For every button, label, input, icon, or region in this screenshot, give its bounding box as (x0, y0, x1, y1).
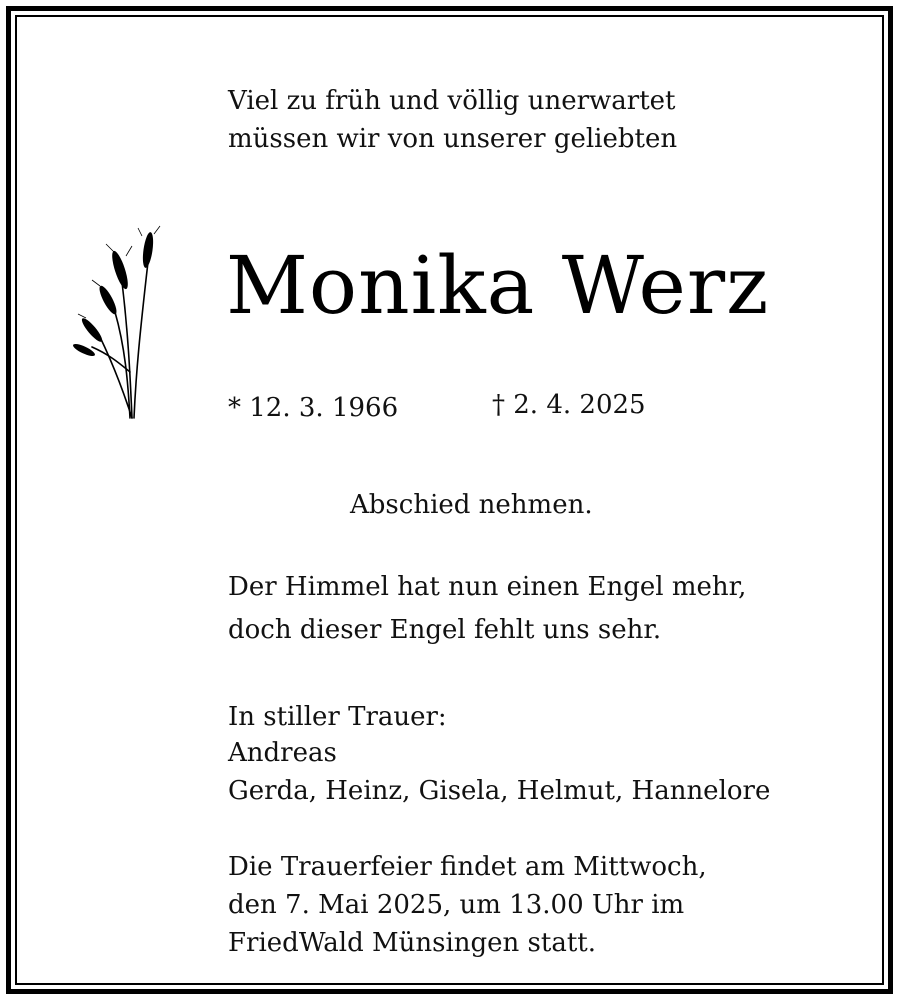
death-date: † 2. 4. 2025 (492, 390, 646, 420)
funeral-line: FriedWald Münsingen statt. (228, 928, 597, 958)
mourner-line: Andreas (228, 738, 337, 768)
verse (228, 566, 746, 652)
deceased-name: Monika Werz (226, 239, 770, 332)
intro-line: Viel zu früh und völlig unerwartet (228, 86, 676, 116)
funeral-line: Die Trauerfeier findet am Mittwoch, (228, 852, 707, 882)
mourners-list (228, 734, 770, 810)
intro-text (228, 82, 677, 158)
funeral-line: den 7. Mai 2025, um 13.00 Uhr im (228, 890, 685, 920)
birth-date: * 12. 3. 1966 (228, 393, 399, 423)
funeral-info (228, 848, 707, 962)
verse-line: Der Himmel hat nun einen Engel mehr, (228, 572, 747, 602)
intro-line: müssen wir von unserer geliebten (228, 124, 678, 154)
mourning-heading: In stiller Trauer: (228, 702, 447, 732)
wheat-icon (70, 222, 170, 422)
farewell-text: Abschied nehmen. (350, 490, 593, 520)
verse-line: doch dieser Engel fehlt uns sehr. (228, 615, 662, 645)
mourner-line: Gerda, Heinz, Gisela, Helmut, Hannelore (228, 776, 771, 806)
